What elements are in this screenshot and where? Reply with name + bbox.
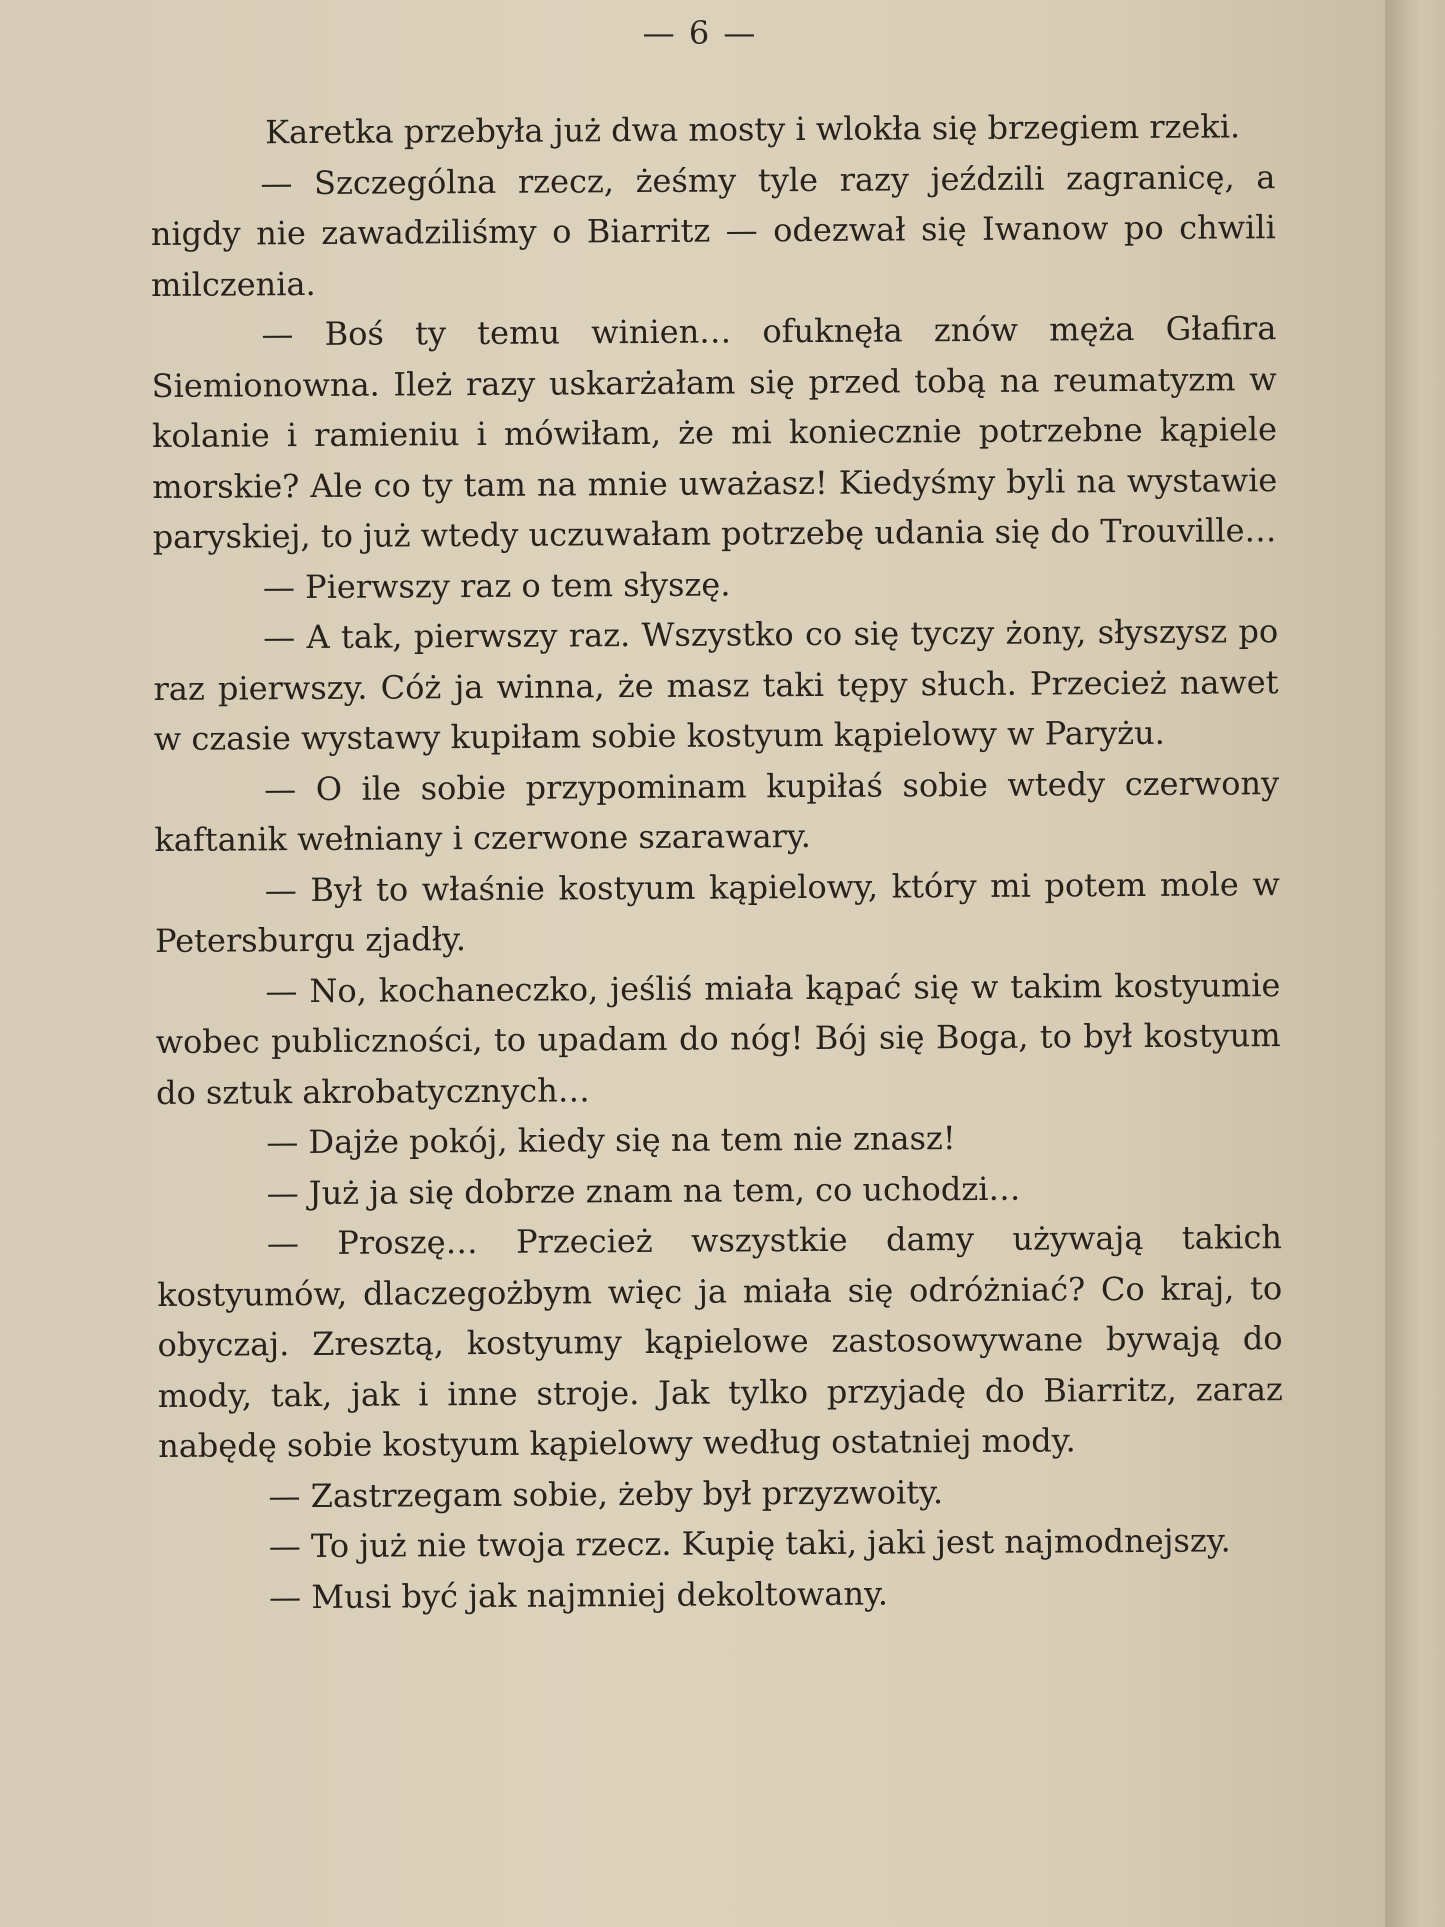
paragraph: — Proszę… Przecież wszystkie damy używają takich kostyumów, dlaczegożbym więc ja miała się odróżniać? Co kraj, to obyczaj. Zresztą, kostyumy kąpielowe zastosowywane bywają do mody, tak, jak i inne stroje. Jak tylko przyjadę do Biarritz, zaraz nabędę sobie kostyum kąpielowy według ostatniej mody. [157,1218,1283,1465]
paragraph: — To już nie twoja rzecz. Kupię taki, jaki jest najmodnejszy. [268,1521,1231,1566]
paragraph: — Był to właśnie kostyum kąpielowy, który mi potem mole w Petersburgu zjadły. [154,864,1280,960]
paragraph: — O ile sobie przypominam kupiłaś sobie wtedy czerwony kaftanik wełniany i czerwone szarawary. [154,763,1280,859]
adjacent-page-edge [1385,0,1445,1927]
paragraph: — No, kochaneczko, jeśliś miała kąpać się w takim kostyumie wobec publiczności, to upadam do nóg! Bój się Boga, to był kostyum do sztuk akrobatycznych… [155,965,1281,1112]
paragraph: — Szczególna rzecz, żeśmy tyle razy jeździli zagranicę, a nigdy nie zawadziliśmy o Biarritz — odezwał się Iwanow po chwili milczenia. [150,157,1276,304]
paragraph: — A tak, pierwszy raz. Wszystko co się tyczy żony, słyszysz po raz pierwszy. Cóż ja winna, że masz taki tępy słuch. Przecież nawet w czasie wystawy kupiłam sobie kostyum kąpielowy w Paryżu. [153,612,1279,758]
page-number: — 6 — [642,14,758,52]
page-text [150,101,1284,1623]
paragraph: — Boś ty temu winien… ofuknęła znów męża Głafira Siemionowna. Ileż razy uskarżałam się przed tobą na reumatyzm w kolanie i ramieniu i mówiłam, że mi koniecznie potrzebne kąpiele morskie? Ale co ty tam na mnie uważasz! Kiedyśmy byli na wystawie paryskiej, to już wtedy uczuwałam potrzebę udania się do Trouville… [151,309,1278,556]
paragraph: Karetka przebyła już dwa mosty i wlokła się brzegiem rzeki. [265,107,1241,152]
paragraph: — Już ja się dobrze znam na tem, co uchodzi… [266,1169,1021,1212]
paragraph: — Zastrzegam sobie, żeby był przyzwoity. [268,1472,944,1515]
paragraph: — Dajże pokój, kiedy się na tem nie znasz! [266,1119,956,1162]
paragraph: — Musi być jak najmniej dekoltowany. [268,1574,889,1616]
paragraph: — Pierwszy raz o tem słyszę. [262,564,731,606]
